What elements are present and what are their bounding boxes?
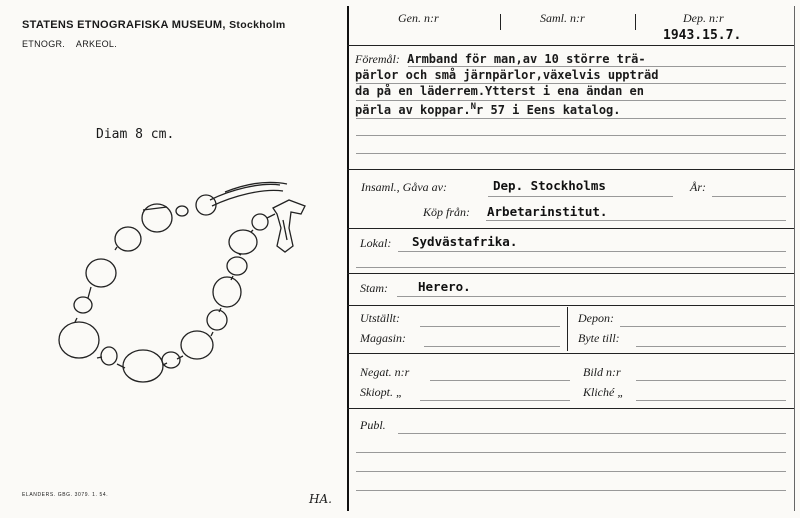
header-divider	[635, 14, 636, 30]
stam-label: Stam:	[360, 281, 388, 295]
utstallt-label: Utställt:	[360, 311, 401, 325]
writing-line	[398, 433, 786, 434]
kliche-ditto: „	[617, 385, 625, 399]
foremal-line: Armband för man,av 10 större trä-	[407, 52, 646, 66]
negat-nr-label: Negat. n:r	[360, 365, 410, 379]
kliche-label: Kliché „	[583, 385, 625, 399]
foremal-line: pärla av koppar.$^N$r 57 i Eens katalog.	[355, 102, 621, 117]
writing-line	[712, 196, 786, 197]
writing-line	[356, 83, 786, 84]
section-divider	[347, 169, 794, 170]
saml-nr-label: Saml. n:r	[540, 11, 585, 25]
kop-fran-value: Arbetarinstitut.	[487, 204, 608, 219]
initials: HA.	[309, 492, 332, 506]
stam-value: Herero.	[418, 279, 471, 294]
writing-line	[408, 66, 786, 67]
foremal-line: pärlor och små järnpärlor,växelvis uppträd	[355, 68, 659, 82]
writing-line	[488, 196, 673, 197]
dep-nr-label: Dep. n:r	[683, 11, 724, 25]
ar-label: År:	[690, 180, 706, 194]
skiopt-ditto: „	[396, 385, 403, 399]
writing-line	[356, 490, 786, 491]
writing-line	[636, 380, 786, 381]
section-divider	[347, 305, 794, 306]
skiopt-label: Skiopt. „	[360, 385, 403, 399]
writing-line	[356, 471, 786, 472]
writing-line	[356, 267, 786, 268]
bild-nr-label: Bild n:r	[583, 365, 621, 379]
writing-line	[356, 118, 786, 119]
lokal-value: Sydvästafrika.	[412, 234, 518, 249]
writing-line	[397, 296, 786, 297]
foremal-line: da på en läderrem.Ytterst i ena ändan en	[355, 84, 644, 98]
printer-imprint: ELANDERS. GBG. 3079. 1. 54.	[22, 492, 109, 498]
kop-fran-label: Köp från:	[423, 205, 471, 219]
writing-line	[420, 326, 560, 327]
writing-line	[620, 326, 786, 327]
writing-line	[420, 400, 570, 401]
department-arkeol: ARKEOL.	[75, 39, 118, 49]
section-divider	[347, 228, 794, 229]
foremal-description	[355, 51, 785, 118]
insaml-value: Dep. Stockholms	[493, 178, 606, 193]
lokal-label: Lokal:	[360, 236, 392, 250]
foremal-label: Föremål:	[355, 52, 400, 66]
insaml-label: Insaml., Gåva av:	[361, 180, 447, 194]
departments	[22, 39, 117, 49]
writing-line	[424, 346, 560, 347]
writing-line	[356, 452, 786, 453]
writing-line	[356, 135, 786, 136]
museum-city: Stockholm	[229, 19, 286, 31]
section-divider	[347, 353, 794, 354]
writing-line	[356, 100, 786, 101]
publ-label: Publ.	[360, 418, 386, 432]
writing-line	[636, 400, 786, 401]
dimension-note: Diam 8 cm.	[96, 127, 175, 142]
bracelet-drawing	[55, 170, 325, 395]
byte-till-label: Byte till:	[578, 331, 620, 345]
magasin-label: Magasin:	[360, 331, 406, 345]
gen-nr-label: Gen. n:r	[398, 11, 439, 25]
writing-line	[398, 251, 786, 252]
writing-line	[430, 380, 570, 381]
writing-line	[636, 346, 786, 347]
depon-label: Depon:	[578, 311, 614, 325]
section-divider	[347, 45, 794, 46]
writing-line	[356, 153, 786, 154]
dep-nr-value: 1943.15.7.	[663, 28, 742, 43]
section-divider	[347, 273, 794, 274]
department-etnogr: ETNOGR.	[22, 39, 66, 49]
column-divider	[567, 307, 568, 351]
section-divider	[347, 408, 794, 409]
museum-name: STATENS ETNOGRAFISKA MUSEUM, Stockholm	[22, 19, 286, 31]
header-divider	[500, 14, 501, 30]
writing-line	[486, 220, 786, 221]
